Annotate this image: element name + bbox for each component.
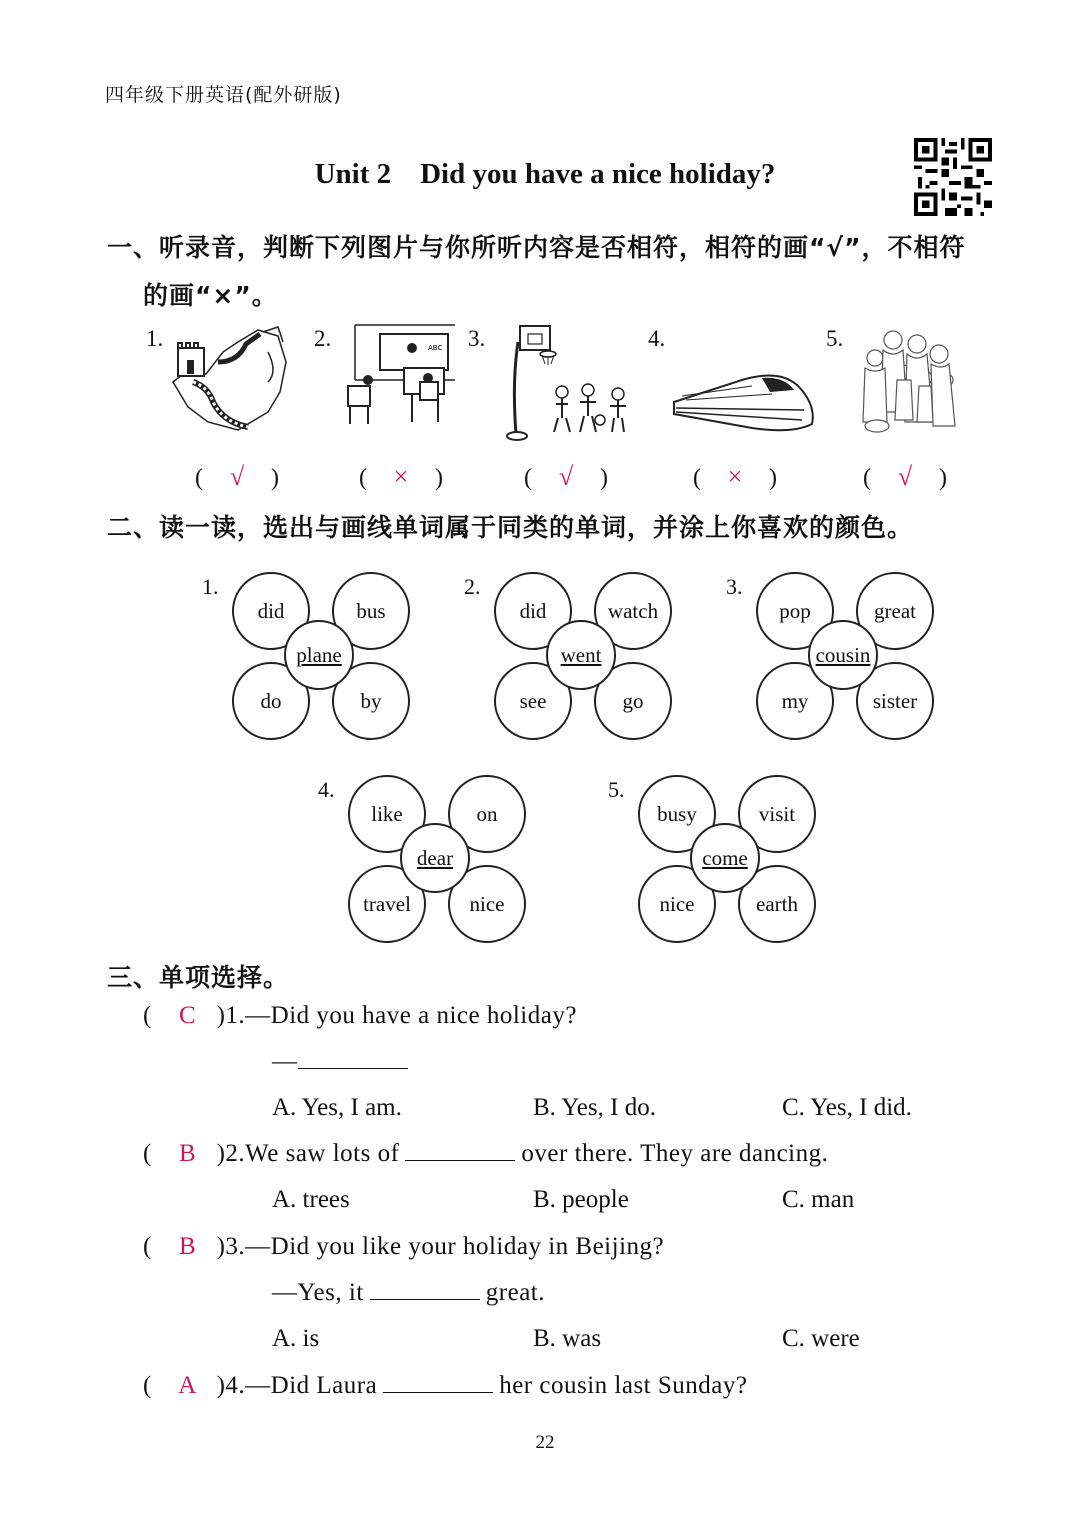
option-c[interactable]: C. man: [782, 1186, 855, 1213]
answer-paren-4: ( × ): [693, 462, 777, 491]
option-b[interactable]: B. Yes, I do.: [533, 1094, 656, 1121]
word-flower-5: 5. busy visit nice earth come: [638, 775, 828, 950]
classroom-icon: [340, 320, 460, 428]
item-number: 1.: [146, 326, 164, 351]
answer-paren-3: ( √ ): [524, 462, 608, 491]
petal-word[interactable]: travel: [348, 865, 426, 943]
item-number: 2.: [314, 326, 332, 351]
train-icon: [672, 362, 818, 438]
option-a[interactable]: A. trees: [272, 1186, 350, 1213]
option-c[interactable]: C. Yes, I did.: [782, 1094, 912, 1121]
petal-word[interactable]: watch: [594, 572, 672, 650]
petal-word[interactable]: my: [756, 662, 834, 740]
basketball-icon: [500, 322, 640, 444]
section3-heading: 三、单项选择。: [107, 963, 290, 992]
section1-heading: 一、听录音，判断下列图片与你所听内容是否相符，相符的画“√”，不相符: [107, 233, 966, 262]
item-number: 3.: [468, 326, 486, 351]
petal-word[interactable]: go: [594, 662, 672, 740]
question-1: ( C )1.—Did you have a nice holiday?: [143, 1002, 577, 1029]
petal-word[interactable]: did: [232, 572, 310, 650]
petal-word[interactable]: bus: [332, 572, 410, 650]
petal-word[interactable]: visit: [738, 775, 816, 853]
petal-word[interactable]: nice: [448, 865, 526, 943]
question-1-reply: —: [272, 1048, 414, 1076]
petal-word[interactable]: see: [494, 662, 572, 740]
option-b[interactable]: B. people: [533, 1186, 629, 1213]
svg-text:ABC: ABC: [428, 344, 443, 352]
petal-word[interactable]: did: [494, 572, 572, 650]
section2-heading: 二、读一读，选出与画线单词属于同类的单词，并涂上你喜欢的颜色。: [107, 513, 914, 542]
word-flower-3: 3. pop great my sister cousin: [756, 572, 946, 747]
option-a[interactable]: A. is: [272, 1325, 320, 1352]
great-wall-icon: [168, 322, 290, 434]
page-number: 22: [535, 1432, 555, 1453]
section1-heading-cont: 的画“×”。: [143, 281, 278, 310]
center-word: come: [690, 823, 760, 893]
petal-word[interactable]: earth: [738, 865, 816, 943]
option-a[interactable]: A. Yes, I am.: [272, 1094, 402, 1121]
petal-word[interactable]: great: [856, 572, 934, 650]
answer-paren-5: ( √ ): [863, 462, 947, 491]
question-3: ( B )3.—Did you like your holiday in Beijing?: [143, 1233, 665, 1260]
option-b[interactable]: B. was: [533, 1325, 602, 1352]
petal-word[interactable]: pop: [756, 572, 834, 650]
word-flower-4: 4. like on travel nice dear: [348, 775, 538, 950]
petal-word[interactable]: like: [348, 775, 426, 853]
answer-paren-1: ( √ ): [195, 462, 279, 491]
petal-word[interactable]: sister: [856, 662, 934, 740]
center-word: plane: [284, 620, 354, 690]
petal-word[interactable]: do: [232, 662, 310, 740]
question-2: ( B )2.We saw lots of over there. They are dancing.: [143, 1140, 829, 1167]
answer-paren-2: ( × ): [359, 462, 443, 491]
book-header: 四年级下册英语(配外研版): [105, 84, 342, 106]
petal-word[interactable]: nice: [638, 865, 716, 943]
question-3-reply: —Yes, it great.: [272, 1279, 545, 1306]
center-word: dear: [400, 823, 470, 893]
petal-word[interactable]: on: [448, 775, 526, 853]
question-4: ( A )4.—Did Laura her cousin last Sunday?: [143, 1372, 748, 1399]
word-flower-2: 2. did watch see go went: [494, 572, 684, 747]
petal-word[interactable]: busy: [638, 775, 716, 853]
item-number: 4.: [648, 326, 666, 351]
qr-code-icon: [913, 138, 993, 216]
family-icon: [855, 322, 967, 438]
option-c[interactable]: C. were: [782, 1325, 860, 1352]
word-flower-1: 1. did bus do by plane: [232, 572, 422, 747]
center-word: went: [546, 620, 616, 690]
center-word: cousin: [808, 620, 878, 690]
item-number: 5.: [826, 326, 844, 351]
petal-word[interactable]: by: [332, 662, 410, 740]
unit-title: Unit 2 Did you have a nice holiday?: [314, 158, 776, 190]
